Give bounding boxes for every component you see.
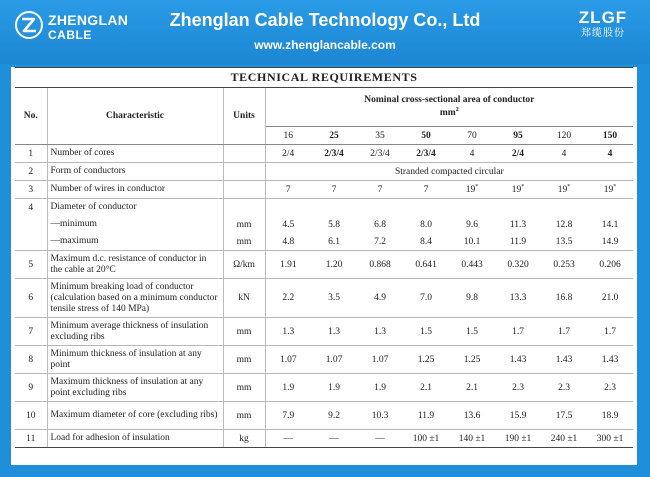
technical-requirements-table <box>15 67 633 448</box>
value-cell: 1.20 <box>311 251 357 279</box>
nominal-area-label: Nominal cross-sectional area of conductor <box>364 95 535 105</box>
value-cell: 0.641 <box>403 251 449 279</box>
value-cell: 19* <box>449 181 495 199</box>
characteristic-cell: —maximum <box>47 233 223 251</box>
units-cell <box>223 199 265 217</box>
empty-cell <box>495 199 541 217</box>
units-cell <box>223 181 265 199</box>
zlgf-logo[interactable] <box>570 8 636 48</box>
value-cell: 14.9 <box>587 233 633 251</box>
value-cell: 9.6 <box>466 219 478 230</box>
value-cell: 6.1 <box>311 233 357 251</box>
value-cell: 2.2 <box>265 279 311 318</box>
footnote-mark: * <box>567 183 571 190</box>
value-cell: 1.07 <box>357 346 403 374</box>
units-cell: mm <box>223 318 265 346</box>
row-number: 2 <box>15 163 47 181</box>
value-cell: 4.9 <box>357 279 403 318</box>
col-header-nominal-area <box>265 88 633 127</box>
value-cell: 4 <box>587 145 633 163</box>
row-number: 7 <box>15 318 47 346</box>
characteristic-cell: Minimum breaking load of conductor (calculation based on a minimum conductor tensile stress of 140 MPa) <box>47 279 223 318</box>
value-cell: 8.4 <box>403 233 449 251</box>
characteristic-cell: Form of conductors <box>47 163 223 181</box>
row-number <box>15 216 47 233</box>
value-cell: 2/3/4 <box>357 145 403 163</box>
row-number: 3 <box>15 181 47 199</box>
empty-cell <box>587 199 633 217</box>
zlgf-logo-text: ZLGF <box>578 8 628 27</box>
size-header-50: 50 <box>403 127 449 145</box>
col-header-characteristic: Characteristic <box>47 88 223 145</box>
characteristic-cell: Maximum diameter of core (excluding ribs) <box>47 402 223 430</box>
value-cell: 100 ±1 <box>403 430 449 448</box>
value-cell: 1.43 <box>587 346 633 374</box>
row-number: 1 <box>15 145 47 163</box>
value-cell: 2/4 <box>265 145 311 163</box>
nominal-area-unit: mm <box>439 108 456 118</box>
empty-cell <box>541 199 587 217</box>
empty-cell <box>357 199 403 217</box>
table-row <box>15 163 633 181</box>
value-cell: 6.8 <box>374 219 386 230</box>
value-cell: 7.9 <box>265 402 311 430</box>
row-number: 8 <box>15 346 47 374</box>
value-cell: 15.9 <box>495 402 541 430</box>
value-cell: 1.07 <box>311 346 357 374</box>
value-cell: 1.91 <box>265 251 311 279</box>
value-cell: 2.3 <box>541 374 587 402</box>
row-number: 11 <box>15 430 47 448</box>
value-cell: 10.3 <box>357 402 403 430</box>
value-cell: 11.9 <box>495 233 541 251</box>
value-cell: 0.253 <box>541 251 587 279</box>
table-row <box>15 199 633 217</box>
value-cell: 1.7 <box>541 318 587 346</box>
nominal-area-unit-sup: 2 <box>455 106 459 113</box>
value-cell: 0.868 <box>357 251 403 279</box>
footnote-mark: * <box>475 183 479 190</box>
value-cell: 1.9 <box>265 374 311 402</box>
value-cell: 1.5 <box>449 318 495 346</box>
value-cell: 19* <box>495 181 541 199</box>
row-number: 5 <box>15 251 47 279</box>
value-cell: 1.7 <box>587 318 633 346</box>
value-cell: 3.5 <box>311 279 357 318</box>
value-cell: — <box>311 430 357 448</box>
logo-text-zhenglan: ZHENGLAN <box>48 12 129 28</box>
value-cell: 14.1 <box>601 219 619 230</box>
empty-cell <box>449 199 495 217</box>
value-cell: 1.07 <box>265 346 311 374</box>
value-cell: 9.2 <box>311 402 357 430</box>
empty-cell <box>265 199 311 217</box>
value-cell: 19* <box>587 181 633 199</box>
characteristic-cell: —minimum <box>47 216 223 233</box>
table-section-title: TECHNICAL REQUIREMENTS <box>15 68 633 88</box>
value-cell: 7.0 <box>403 279 449 318</box>
characteristic-cell: Number of cores <box>47 145 223 163</box>
size-header-35: 35 <box>357 127 403 145</box>
value-cell: 4.5 <box>282 219 295 230</box>
value-cell: 4 <box>541 145 587 163</box>
value-cell: 13.5 <box>541 233 587 251</box>
value-cell: 18.9 <box>587 402 633 430</box>
value-cell: 7 <box>265 181 311 199</box>
value-cell: 7 <box>311 181 357 199</box>
value-cell: 17.5 <box>541 402 587 430</box>
size-header-150: 150 <box>587 127 633 145</box>
size-header-95: 95 <box>495 127 541 145</box>
value-cell: 1.3 <box>357 318 403 346</box>
row-number <box>15 233 47 251</box>
units-cell <box>223 145 265 163</box>
value-cell: 1.7 <box>495 318 541 346</box>
value-cell: 1.9 <box>311 374 357 402</box>
value-cell: 5.8 <box>328 219 340 230</box>
units-cell: kg <box>223 430 265 448</box>
value-cell: 2.3 <box>495 374 541 402</box>
table-row <box>15 181 633 199</box>
zlgf-logo-subtext: 郑缆股份 <box>581 28 625 39</box>
table-row <box>15 318 633 346</box>
value-cell: 4.8 <box>265 233 311 251</box>
logo-text-cable: CABLE <box>48 28 92 42</box>
page-header <box>0 0 650 64</box>
value-cell: 1.43 <box>495 346 541 374</box>
empty-cell <box>403 199 449 217</box>
row-number: 9 <box>15 374 47 402</box>
value-cell: 11.9 <box>403 402 449 430</box>
units-cell: kN <box>223 279 265 318</box>
units-cell: mm <box>223 402 265 430</box>
value-cell: — <box>357 430 403 448</box>
value-cell: 140 ±1 <box>449 430 495 448</box>
value-cell: 1.43 <box>541 346 587 374</box>
value-cell: 4 <box>449 145 495 163</box>
value-cell: 9.8 <box>449 279 495 318</box>
technical-requirements-panel <box>11 67 637 465</box>
footnote-mark: * <box>613 183 617 190</box>
footnote-mark: * <box>521 183 525 190</box>
value-cell: 300 ±1 <box>587 430 633 448</box>
size-header-120: 120 <box>541 127 587 145</box>
units-cell: mm <box>223 374 265 402</box>
size-header-25: 25 <box>311 127 357 145</box>
row-number: 4 <box>15 199 47 217</box>
value-cell: 7.2 <box>357 233 403 251</box>
characteristic-cell: Minimum average thickness of insulation excluding ribs <box>47 318 223 346</box>
row-number: 10 <box>15 402 47 430</box>
value-cell: 0.320 <box>495 251 541 279</box>
value-cell: 1.5 <box>403 318 449 346</box>
characteristic-cell: Minimum thickness of insulation at any point <box>47 346 223 374</box>
size-header-16: 16 <box>265 127 311 145</box>
row-number: 6 <box>15 279 47 318</box>
value-cell: 7 <box>403 181 449 199</box>
value-cell: 2/3/4 <box>403 145 449 163</box>
value-cell: 10.1 <box>449 233 495 251</box>
table-row <box>15 402 633 430</box>
table-row <box>15 346 633 374</box>
col-header-no: No. <box>15 88 47 145</box>
value-cell: 8.0 <box>420 219 432 230</box>
company-title: Zhenglan Cable Technology Co., Ltd <box>169 10 481 30</box>
value-cell: 2/3/4 <box>311 145 357 163</box>
characteristic-cell: Number of wires in conductor <box>47 181 223 199</box>
value-cell: 1.9 <box>357 374 403 402</box>
size-header-70: 70 <box>449 127 495 145</box>
characteristic-cell: Maximum thickness of insulation at any point excluding ribs <box>47 374 223 402</box>
company-url-link[interactable]: www.zhenglancable.com <box>254 38 396 52</box>
units-cell: mm <box>223 346 265 374</box>
value-cell: 240 ±1 <box>541 430 587 448</box>
table-row <box>15 251 633 279</box>
value-cell: 1.25 <box>403 346 449 374</box>
value-cell: 1.3 <box>311 318 357 346</box>
value-cell: 19* <box>541 181 587 199</box>
table-row <box>15 374 633 402</box>
table-row <box>15 233 633 251</box>
value-cell: 0.206 <box>587 251 633 279</box>
value-cell: 2.3 <box>587 374 633 402</box>
units-cell: mm <box>223 233 265 251</box>
value-cell: 2.1 <box>449 374 495 402</box>
units-cell <box>223 163 265 181</box>
units-cell: Ω/km <box>223 251 265 279</box>
characteristic-cell: Load for adhesion of insulation <box>47 430 223 448</box>
value-cell: 12.8 <box>555 219 573 230</box>
value-cell: 13.3 <box>495 279 541 318</box>
value-cell: 13.6 <box>449 402 495 430</box>
col-header-units: Units <box>223 88 265 145</box>
value-cell: 1.25 <box>449 346 495 374</box>
value-cell: 2/4 <box>495 145 541 163</box>
table-row <box>15 279 633 318</box>
value-cell: 1.3 <box>265 318 311 346</box>
value-cell: 16.8 <box>541 279 587 318</box>
value-cell: 11.3 <box>509 219 527 230</box>
table-row <box>15 145 633 163</box>
value-cell: 21.0 <box>587 279 633 318</box>
characteristic-cell: Maximum d.c. resistance of conductor in the cable at 20°C <box>47 251 223 279</box>
value-cell: 2.1 <box>403 374 449 402</box>
span-value-cell: Stranded compacted circular <box>265 163 633 181</box>
units-cell: mm <box>223 216 265 233</box>
value-cell: 7 <box>357 181 403 199</box>
value-cell: 190 ±1 <box>495 430 541 448</box>
empty-cell <box>311 199 357 217</box>
table-row <box>15 216 633 233</box>
characteristic-cell: Diameter of conductor <box>47 199 223 217</box>
value-cell: 0.443 <box>449 251 495 279</box>
value-cell: — <box>265 430 311 448</box>
table-row <box>15 430 633 448</box>
